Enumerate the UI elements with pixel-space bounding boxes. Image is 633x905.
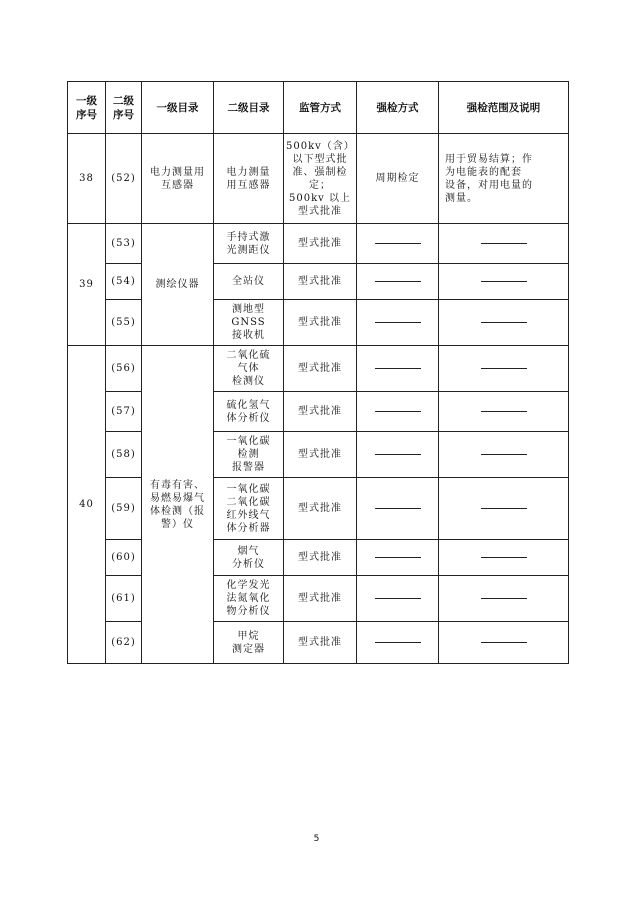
dash-line [375, 243, 421, 244]
dash-line [375, 281, 421, 282]
level2-dir-cell-line: 手持式激 [226, 231, 271, 243]
dash-line [481, 598, 527, 599]
dash-line [481, 454, 527, 455]
dash-line [481, 243, 527, 244]
level2-dir-cell [214, 432, 284, 478]
level2-dir-cell [214, 134, 284, 224]
scope-cell-line: 为电能表的配套 [445, 166, 522, 178]
supervision-cell-line: 型式批准 [298, 449, 342, 460]
supervision-cell [284, 540, 357, 576]
level2-dir-cell [214, 300, 284, 346]
method-cell [357, 478, 439, 540]
level2-dir-cell-line: 体分析仪 [226, 412, 271, 424]
table-row [68, 224, 569, 264]
scope-cell [439, 224, 569, 264]
method-cell [357, 300, 439, 346]
method-cell: 周期检定 [357, 134, 439, 224]
scope-cell [439, 622, 569, 664]
dash-line [375, 508, 421, 509]
scope-cell [439, 134, 569, 224]
level2-dir-cell-line: 一氧化碳 [226, 436, 271, 447]
supervision-cell-line: 型式批准 [298, 238, 342, 249]
dash-line [375, 557, 421, 558]
supervision-cell-line: 型式批准 [298, 552, 342, 563]
table-row [68, 346, 569, 392]
level1-dir-cell-line: 电力测量用 [150, 166, 205, 178]
level2-dir-cell [214, 346, 284, 392]
level2-no-cell: (55) [106, 300, 142, 346]
header-level1-no: 一级 序号 [68, 82, 106, 134]
scope-cell [439, 392, 569, 432]
header-supervision: 监管方式 [284, 82, 357, 134]
header-level1-dir: 一级目录 [142, 82, 214, 134]
supervision-cell-line: 准、强制检 [292, 166, 348, 178]
dash-line [481, 557, 527, 558]
level2-dir-cell-line: 物分析仪 [226, 606, 271, 617]
dash-line [375, 411, 421, 412]
level2-dir-cell [214, 392, 284, 432]
supervision-cell-line: 型式批准 [298, 276, 342, 287]
scope-cell [439, 264, 569, 300]
level2-dir-cell [214, 264, 284, 300]
header-level2-dir: 二级目录 [214, 82, 284, 134]
level2-dir-cell-line: 电力测量 [226, 166, 271, 178]
level2-no-cell: (54) [106, 264, 142, 300]
level1-dir-cell-line: 体检测（报 [150, 505, 205, 517]
level1-no-cell: 40 [68, 346, 106, 664]
level2-dir-cell-line: 化学发光 [226, 580, 271, 591]
level1-dir-cell [142, 346, 214, 664]
table-row [68, 134, 569, 224]
supervision-cell [284, 300, 357, 346]
method-cell [357, 346, 439, 392]
level2-dir-cell-line: 检测仪 [232, 376, 265, 387]
level2-dir-cell-line: 红外线气 [226, 509, 271, 521]
header-row [68, 82, 569, 134]
dash-line [481, 411, 527, 412]
supervision-cell [284, 576, 357, 622]
supervision-cell-line: 型式批准 [298, 637, 342, 648]
supervision-cell-line: 500kv 以上 [289, 192, 351, 204]
level2-dir-cell-line: 测定器 [232, 643, 265, 655]
level2-no-cell: (59) [106, 478, 142, 540]
supervision-cell-line: 500kv（含） [286, 140, 355, 152]
supervision-cell [284, 346, 357, 392]
supervision-cell-line: 定； [309, 179, 331, 191]
level2-no-cell: (52) [106, 134, 142, 224]
header-mandatory-scope: 强检范围及说明 [439, 82, 569, 134]
method-cell [357, 224, 439, 264]
scope-cell [439, 432, 569, 478]
supervision-cell [284, 134, 357, 224]
supervision-cell [284, 478, 357, 540]
method-cell [357, 576, 439, 622]
level2-dir-cell-line: 二氧化硫 [226, 350, 271, 361]
supervision-cell [284, 392, 357, 432]
level2-dir-cell [214, 224, 284, 264]
supervision-cell-line: 型式批准 [298, 317, 342, 328]
catalog-table [67, 81, 569, 664]
header-level2-no: 二级 序号 [106, 82, 142, 134]
level1-dir-cell-line: 易燃易爆气 [150, 492, 205, 504]
supervision-cell-line: 型式批准 [298, 593, 342, 604]
level2-dir-cell-line: 法氮氧化 [226, 593, 271, 604]
level2-dir-cell-line: 硫化氢气 [226, 399, 271, 411]
level1-no-cell: 39 [68, 224, 106, 346]
dash-line [481, 368, 527, 369]
level2-dir-cell-line: 全站仪 [232, 276, 265, 287]
level2-no-cell: (58) [106, 432, 142, 478]
level1-dir-cell-line: 互感器 [161, 179, 194, 191]
level2-dir-cell [214, 540, 284, 576]
scope-cell-line: 设备，对用电量的 [445, 179, 533, 191]
level1-dir-cell [142, 134, 214, 224]
header-mandatory-method: 强检方式 [357, 82, 439, 134]
dash-line [481, 642, 527, 643]
dash-line [375, 322, 421, 323]
level2-no-cell: (60) [106, 540, 142, 576]
supervision-cell [284, 622, 357, 664]
supervision-cell [284, 224, 357, 264]
dash-line [375, 598, 421, 599]
dash-line [375, 642, 421, 643]
level1-dir-cell-line: 有毒有害、 [150, 479, 205, 491]
level2-dir-cell [214, 576, 284, 622]
level2-dir-cell-line: 接收机 [232, 330, 265, 341]
level2-dir-cell-line: 体分析器 [226, 522, 271, 534]
scope-cell-line: 用于贸易结算；作 [445, 153, 533, 165]
dash-line [481, 281, 527, 282]
level1-no-cell: 38 [68, 134, 106, 224]
level2-dir-cell-line: 报警器 [232, 462, 265, 473]
dash-line [375, 454, 421, 455]
supervision-cell-line: 型式批准 [298, 406, 342, 417]
scope-cell [439, 540, 569, 576]
level2-dir-cell-line: 用互感器 [226, 179, 271, 191]
level2-dir-cell [214, 622, 284, 664]
method-cell [357, 622, 439, 664]
level2-dir-cell-line: 检测 [237, 449, 260, 460]
level2-dir-cell-line: 二氧化碳 [226, 496, 271, 508]
level2-dir-cell-line: 一氧化碳 [226, 483, 271, 495]
level2-dir-cell-line: 光测距仪 [226, 244, 271, 256]
level2-dir-cell-line: 烟气 [237, 545, 260, 557]
level2-no-cell: (53) [106, 224, 142, 264]
dash-line [375, 368, 421, 369]
supervision-cell-line: 型式批准 [298, 503, 342, 514]
table-body [68, 134, 569, 664]
supervision-cell-line: 以下型式批 [292, 153, 348, 165]
level2-dir-cell [214, 478, 284, 540]
level2-no-cell: (57) [106, 392, 142, 432]
level2-no-cell: (61) [106, 576, 142, 622]
supervision-cell [284, 432, 357, 478]
supervision-cell [284, 264, 357, 300]
supervision-cell-line: 型式批准 [298, 363, 342, 374]
level2-dir-cell-line: 甲烷 [237, 630, 260, 642]
level2-dir-cell-line: 气体 [237, 363, 260, 374]
dash-line [481, 508, 527, 509]
scope-cell [439, 346, 569, 392]
supervision-cell-line: 型式批准 [298, 205, 342, 217]
level2-no-cell: (56) [106, 346, 142, 392]
method-cell [357, 264, 439, 300]
level1-dir-cell [142, 224, 214, 346]
level1-dir-cell-line: 测绘仪器 [155, 279, 200, 290]
method-cell [357, 540, 439, 576]
page-number: 5 [313, 834, 320, 844]
scope-cell [439, 576, 569, 622]
scope-cell-line: 测量。 [445, 192, 478, 204]
level2-dir-cell-line: GNSS [231, 317, 266, 328]
scope-cell [439, 478, 569, 540]
level2-dir-cell-line: 测地型 [232, 304, 265, 315]
method-cell [357, 432, 439, 478]
level1-dir-cell-line: 警）仪 [161, 518, 194, 530]
method-cell [357, 392, 439, 432]
dash-line [481, 322, 527, 323]
level2-dir-cell-line: 分析仪 [232, 558, 265, 570]
level2-no-cell: (62) [106, 622, 142, 664]
scope-cell [439, 300, 569, 346]
